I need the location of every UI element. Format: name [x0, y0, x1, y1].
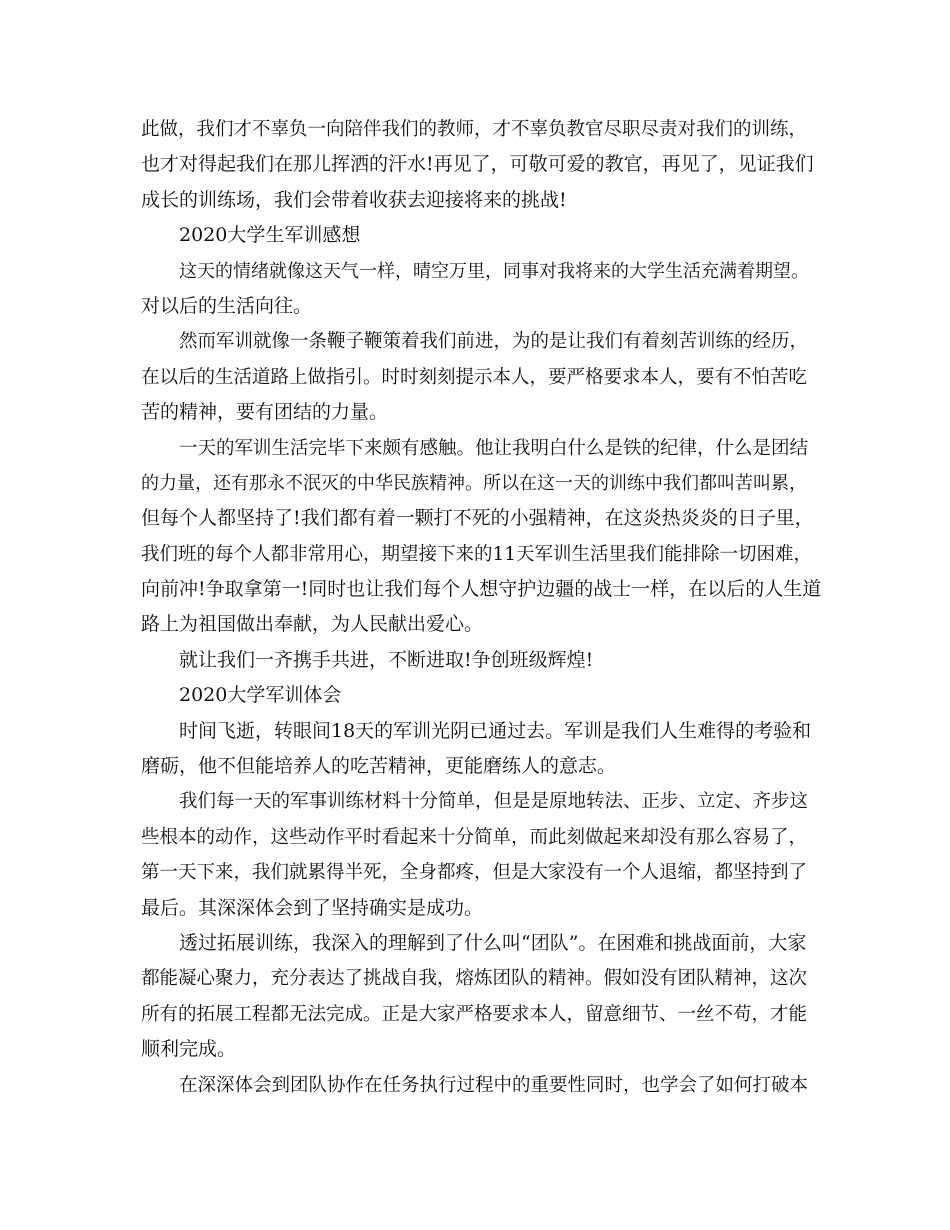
text-line: 都能凝心聚力，充分表达了挑战自我，熔炼团队的精神。假如没有团队精神，这次: [141, 968, 808, 990]
text-line: 的力量，还有那永不泯灭的中华民族精神。所以在这一天的训练中我们都叫苦叫累，: [141, 472, 807, 494]
text-line: 我们每一天的军事训练材料十分简单，但是是原地转法、正步、立定、齐步这: [179, 791, 809, 813]
text-line: 透过拓展训练，我深入的理解到了什么叫“团队”。在困难和挑战面前，大家: [179, 931, 807, 954]
text-line: 路上为祖国做出奉献，为人民献出爱心。: [141, 613, 484, 636]
text-line: 磨砺，他不但能培养人的吃苦精神，更能磨练人的意志。: [141, 755, 617, 778]
text-line: 也才对得起我们在那儿挥洒的汗水!再见了，可敬可爱的教官，再见了，见证我们: [141, 153, 814, 176]
text-line: 时间飞逝，转眼间18天的军训光阴已通过去。军训是我们人生难得的考验和: [179, 719, 812, 742]
text-line: 然而军训就像一条鞭子鞭策着我们前进，为的是让我们有着刻苦训练的经历，: [179, 331, 809, 353]
text-line: 我们班的每个人都非常用心，期望接下来的11天军训生活里我们能排除一切困难，: [141, 543, 813, 565]
text-line: 对以后的生活向往。: [141, 294, 313, 317]
text-line: 一天的军训生活完毕下来颇有感触。他让我明白什么是铁的纪律，什么是团结: [179, 437, 809, 459]
text-line: 2020大学生军训感想: [179, 224, 361, 247]
text-line: 这天的情绪就像这天气一样，晴空万里，同事对我将来的大学生活充满着期望。: [179, 260, 809, 282]
text-line: 些根本的动作，这些动作平时看起来十分简单，而此刻做起来却没有那么容易了，: [141, 826, 808, 848]
text-line: 但每个人都坚持了!我们都有着一颗打不死的小强精神，在这炎热炎炎的日子里，: [141, 507, 814, 530]
text-line: 向前冲!争取拿第一!同时也让我们每个人想守护边疆的战士一样，在以后的人生道: [141, 578, 822, 601]
text-line: 顺利完成。: [141, 1038, 237, 1061]
text-line: 此做，我们才不辜负一向陪伴我们的教师，才不辜负教官尽职尽责对我们的训练，: [141, 119, 808, 140]
text-line: 成长的训练场，我们会带着收获去迎接将来的挑战!: [141, 188, 567, 211]
text-line: 2020大学军训体会: [179, 684, 342, 707]
text-line: 最后。其深深体会到了坚持确实是成功。: [141, 896, 484, 919]
text-line: 所有的拓展工程都无法完成。正是大家严格要求本人，留意细节、一丝不苟，才能: [141, 1003, 808, 1025]
text-line: 在以后的生活道路上做指引。时时刻刻提示本人，要严格要求本人，要有不怕苦吃: [141, 366, 808, 388]
text-line: 苦的精神，要有团结的力量。: [141, 401, 389, 424]
text-line: 第一天下来，我们就累得半死，全身都疼，但是大家没有一个人退缩，都坚持到了: [141, 862, 808, 884]
text-line: 就让我们一齐携手共进，不断进取!争创班级辉煌!: [179, 648, 594, 671]
text-line: 在深深体会到团队协作在任务执行过程中的重要性同时，也学会了如何打破本: [179, 1074, 809, 1096]
document-body: [141, 112, 821, 1103]
